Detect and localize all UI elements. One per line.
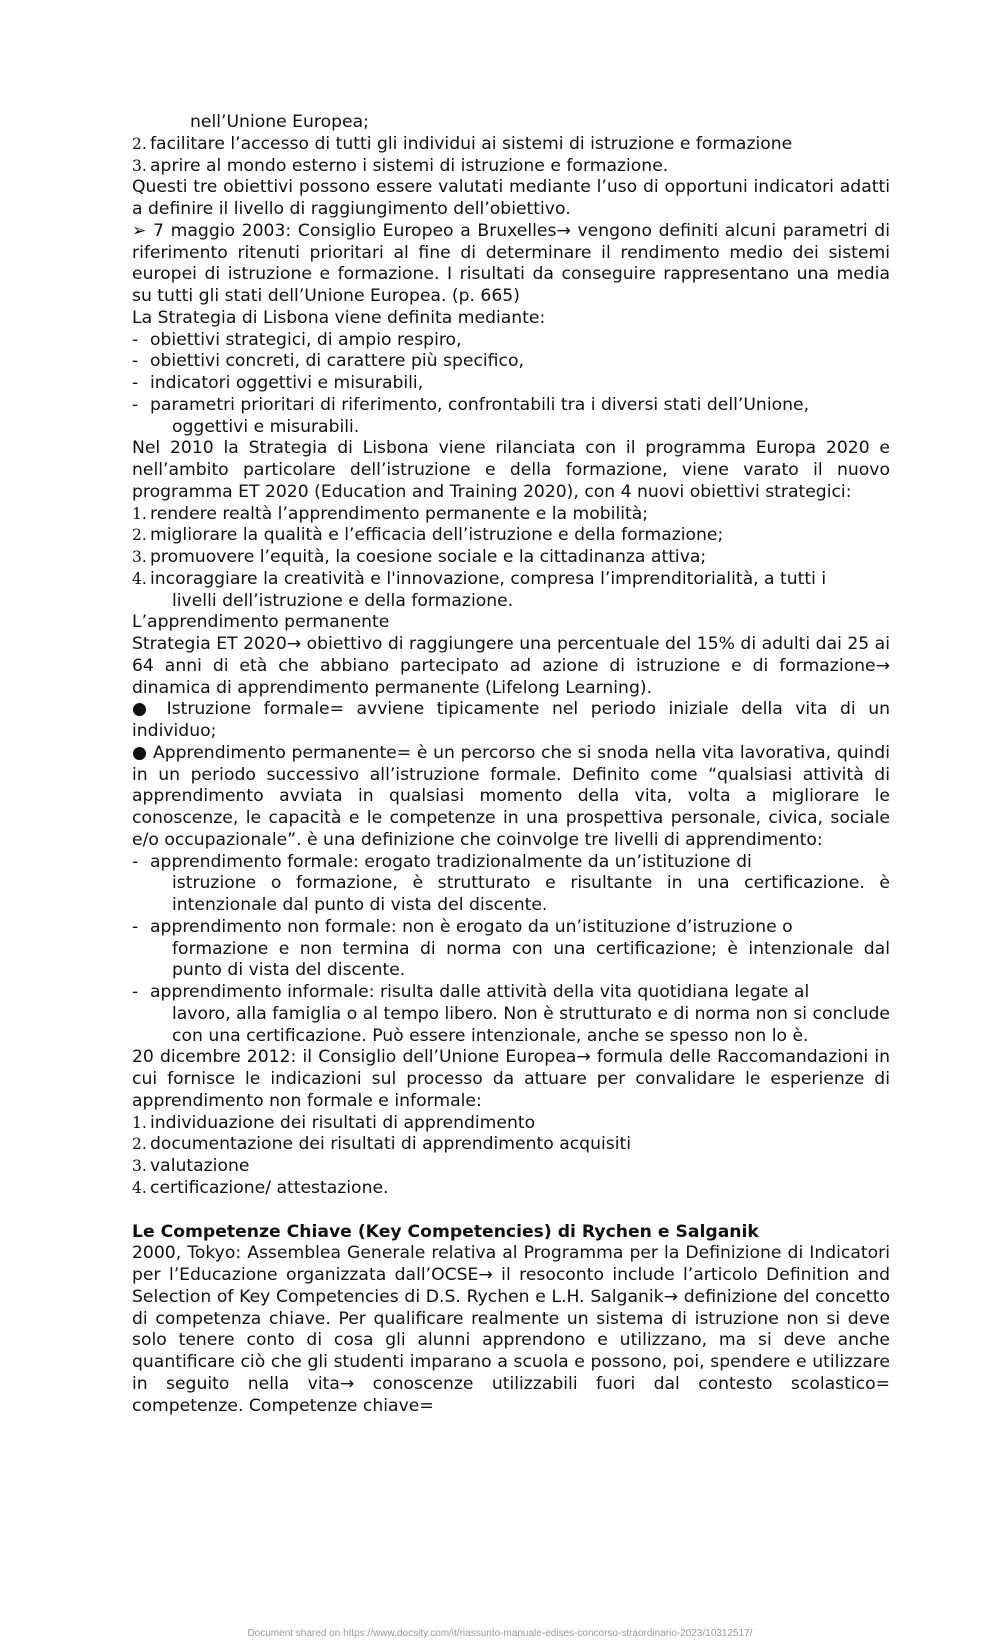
- list-text-continued: istruzione o formazione, è strutturato e risultante in una certificazione. è intenzionale dal punto di vista del discente.: [172, 873, 890, 915]
- list-number: 4.: [132, 569, 147, 588]
- text-line: nell’Unione Europea;: [190, 112, 369, 132]
- dash-item: [132, 917, 890, 982]
- list-text: promuovere l’equità, la coesione sociale e la cittadinanza attiva;: [150, 547, 707, 567]
- list-text-continued: livelli dell’istruzione e della formazione.: [172, 590, 514, 611]
- list-number: 3.: [132, 156, 147, 175]
- paragraph: ➢ 7 maggio 2003: Consiglio Europeo a Bruxelles→ vengono definiti alcuni parametri di riferimento ritenuti prioritari al fine di determinare il rendimento medio dei sistemi europei di istruzione e formazione. I risultati da conseguire rappresentano una media su tutti gli stati dell’Unione Europea. (p. 665): [132, 220, 890, 306]
- list-item: [132, 156, 890, 178]
- list-text: certificazione/ attestazione.: [150, 1177, 389, 1198]
- list-text: obiettivi concreti, di carattere più specifico,: [150, 351, 524, 372]
- list-item: [132, 1113, 890, 1135]
- list-number: 3.: [132, 1157, 147, 1175]
- document-footer: Document shared on https://www.docsity.com/it/riassunto-manuale-edises-concorso-straordinario-2023/10312517/: [247, 1628, 753, 1639]
- list-number: 3.: [132, 548, 147, 566]
- list-item: [132, 569, 890, 613]
- list-number: 2.: [132, 1135, 147, 1154]
- list-number: 1.: [132, 504, 147, 523]
- document-body: [132, 112, 890, 1417]
- list-text: apprendimento formale: erogato tradizionalmente da un’istituzione di: [150, 851, 752, 872]
- dash-marker: -: [132, 329, 139, 350]
- paragraph: 2000, Tokyo: Assemblea Generale relativa al Programma per la Definizione di Indicatori per l’Educazione organizzata dall’OCSE→ il resoconto include l’articolo Definition and Selection of Key Competencies di D.S. Rychen e L.H. Salganik→ definizione del concetto di competenza chiave. Per qualificare realmente un sistema di istruzione non si deve solo tenere conto di cosa gli alunni apprendono e utilizzano, ma si deve anche quantificare ciò che gli studenti imparano a scuola e possono, poi, spendere e utilizzare in seguito nella vita→ conoscenze utilizzabili fuori dal contesto scolastico= competenze. Competenze chiave=: [132, 1243, 890, 1416]
- dash-marker: -: [132, 394, 139, 415]
- dash-marker: -: [132, 916, 139, 937]
- list-text: migliorare la qualità e l’efficacia dell’istruzione e della formazione;: [150, 525, 724, 546]
- list-text: valutazione: [150, 1156, 250, 1176]
- list-text: aprire al mondo esterno i sistemi di istruzione e formazione.: [150, 155, 669, 176]
- list-number: 4.: [132, 1178, 147, 1197]
- dash-item: [132, 852, 890, 917]
- list-item: [132, 525, 890, 547]
- list-text: rendere realtà l’apprendimento permanente e la mobilità;: [150, 503, 649, 524]
- paragraph: 20 dicembre 2012: il Consiglio dell’Unione Europea→ formula delle Raccomandazioni in cui fornisce le indicazioni sul processo da attuare per convalidare le esperienze di apprendimento non formale e informale:: [132, 1047, 890, 1111]
- list-item: [132, 547, 890, 569]
- paragraph: La Strategia di Lisbona viene definita mediante:: [132, 307, 546, 328]
- paragraph: Strategia ET 2020→ obiettivo di raggiungere una percentuale del 15% di adulti dai 25 ai 64 anni di età che abbiano partecipato ad azione di istruzione e di formazione→ dinamica di apprendimento permanente (Lifelong Learning).: [132, 634, 890, 698]
- bullet-paragraph: ● Istruzione formale= avviene tipicamente nel periodo iniziale della vita di un individuo;: [132, 699, 890, 741]
- paragraph: Nel 2010 la Strategia di Lisbona viene rilanciata con il programma Europa 2020 e nell’ambito particolare dell’istruzione e della formazione, viene varato il nuovo programma ET 2020 (Education and Training 2020), con 4 nuovi obiettivi strategici:: [132, 438, 890, 502]
- list-text: individuazione dei risultati di apprendimento: [150, 1112, 536, 1133]
- bullet-paragraph: ● Apprendimento permanente= è un percorso che si snoda nella vita lavorativa, quindi in un periodo successivo all’istruzione formale. Definito come “qualsiasi attività di apprendimento avviata in qualsiasi momento della vita, volta a migliorare le conoscenze, le capacità e le competenze in una prospettiva personale, civica, sociale e/o occupazionale”. è una definizione che coinvolge tre livelli di apprendimento:: [132, 742, 890, 850]
- list-text: facilitare l’accesso di tutti gli individui ai sistemi di istruzione e formazione: [150, 133, 793, 154]
- subheading: L’apprendimento permanente: [132, 612, 390, 633]
- list-item: [132, 1156, 890, 1178]
- list-text: indicatori oggettivi e misurabili,: [150, 373, 424, 393]
- list-text: apprendimento informale: risulta dalle attività della vita quotidiana legate al: [150, 982, 810, 1002]
- dash-marker: -: [132, 982, 139, 1002]
- paragraph: Questi tre obiettivi possono essere valutati mediante l’uso di opportuni indicatori adatti a definire il livello di raggiungimento dell’obiettivo.: [132, 177, 890, 219]
- list-text-continued: lavoro, alla famiglia o al tempo libero. Non è strutturato e di norma non si conclude con una certificazione. Può essere intenzionale, anche se spesso non lo è.: [172, 1003, 890, 1046]
- dash-marker: -: [132, 373, 139, 393]
- section-heading: Le Competenze Chiave (Key Competencies) di Rychen e Salganik: [132, 1221, 759, 1242]
- list-item: [132, 504, 890, 526]
- list-text: obiettivi strategici, di ampio respiro,: [150, 329, 462, 350]
- list-text: parametri prioritari di riferimento, confrontabili tra i diversi stati dell’Unione,: [150, 394, 810, 415]
- list-number: 2.: [132, 134, 147, 153]
- list-item: [132, 134, 890, 156]
- list-text: incoraggiare la creatività e l'innovazione, compresa l’imprenditorialità, a tutti i: [150, 568, 827, 589]
- dash-item: [132, 373, 890, 395]
- list-text-continued: oggettivi e misurabili.: [172, 416, 360, 437]
- dash-item: [132, 351, 890, 373]
- spacer: [132, 1200, 890, 1222]
- list-number: 1.: [132, 1113, 147, 1132]
- dash-item: [132, 330, 890, 352]
- dash-marker: -: [132, 351, 139, 372]
- dash-item: [132, 395, 890, 439]
- list-text: documentazione dei risultati di apprendimento acquisiti: [150, 1134, 632, 1155]
- list-text-continued: formazione e non termina di norma con una certificazione; è intenzionale dal punto di vista del discente.: [172, 938, 890, 981]
- list-text: apprendimento non formale: non è erogato da un’istituzione d’istruzione o: [150, 916, 793, 937]
- dash-marker: -: [132, 851, 139, 872]
- dash-item: [132, 982, 890, 1047]
- list-item: [132, 1178, 890, 1200]
- list-number: 2.: [132, 526, 147, 545]
- list-item: [132, 1134, 890, 1156]
